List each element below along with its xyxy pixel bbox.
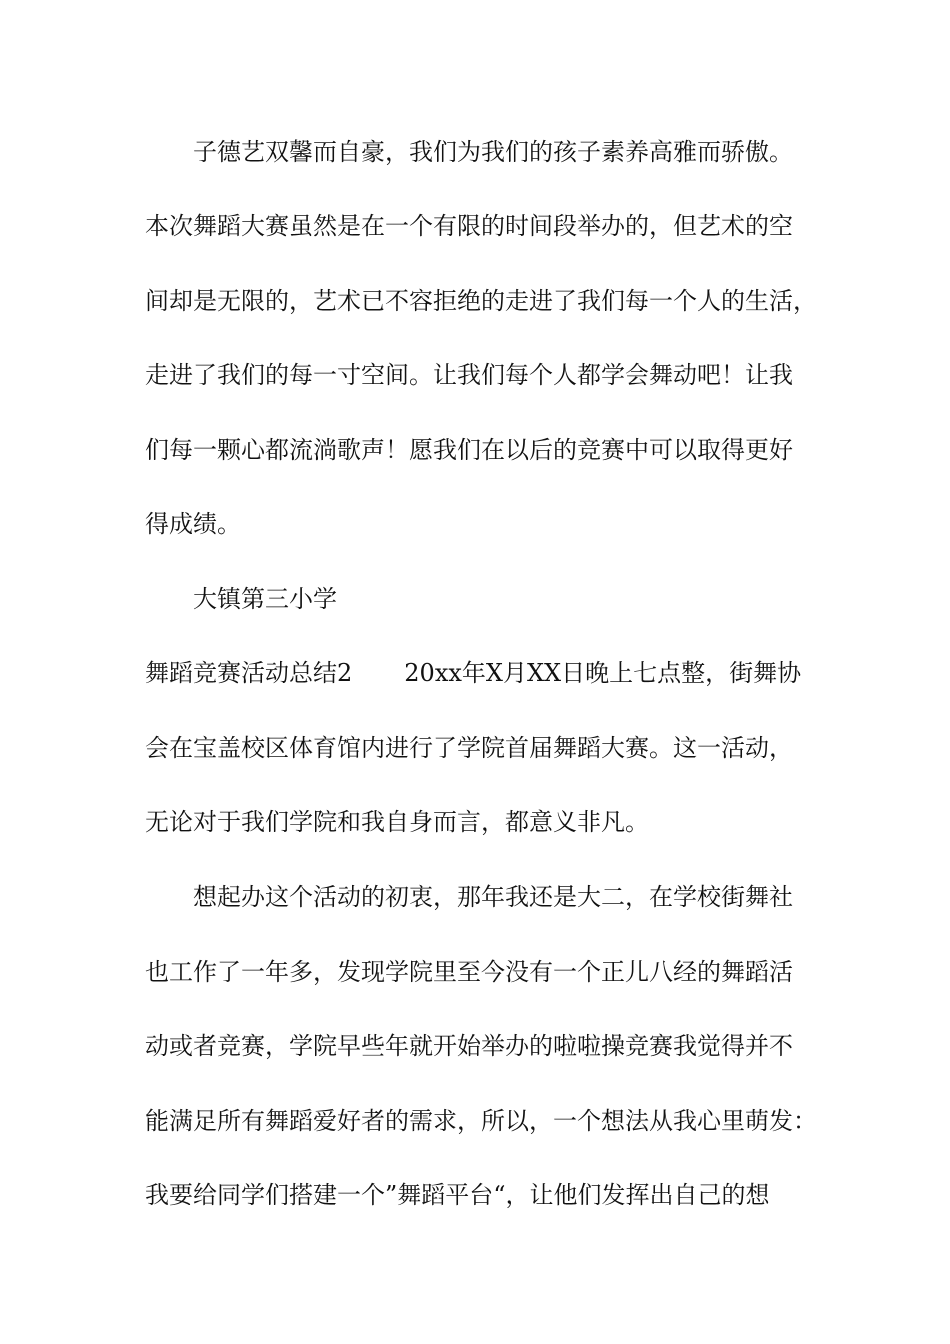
paragraph-line: 能满足所有舞蹈爱好者的需求，所以，一个想法从我心里萌发：: [145, 1107, 817, 1135]
paragraph-line: 也工作了一年多，发现学院里至今没有一个正儿八经的舞蹈活: [145, 958, 793, 986]
paragraph-line: 们每一颗心都流淌歌声！愿我们在以后的竞赛中可以取得更好: [145, 436, 793, 464]
paragraph-line: 20xx年X月XX日晚上七点整，街舞协: [404, 659, 802, 687]
paragraph-line: 想起办这个活动的初衷，那年我还是大二，在学校街舞社: [193, 883, 793, 911]
paragraph-line: 动或者竞赛，学院早些年就开始举办的啦啦操竞赛我觉得并不: [145, 1032, 793, 1060]
paragraph-line: 本次舞蹈大赛虽然是在一个有限的时间段举办的，但艺术的空: [145, 212, 793, 240]
paragraph-line: 子德艺双馨而自豪，我们为我们的孩子素养高雅而骄傲。: [193, 138, 793, 166]
paragraph-line: 我要给同学们搭建一个”舞蹈平台“，让他们发挥出自己的想: [145, 1181, 770, 1209]
paragraph-line: 无论对于我们学院和我自身而言，都意义非凡。: [145, 808, 649, 836]
signature-school-name: 大镇第三小学: [193, 585, 337, 613]
section-title: 舞蹈竞赛活动总结2: [145, 659, 353, 687]
paragraph-line: 会在宝盖校区体育馆内进行了学院首届舞蹈大赛。这一活动，: [145, 734, 793, 762]
paragraph-line: 走进了我们的每一寸空间。让我们每个人都学会舞动吧！让我: [145, 361, 793, 389]
paragraph-line: 得成绩。: [145, 510, 241, 538]
paragraph-line: 间却是无限的，艺术已不容拒绝的走进了我们每一个人的生活，: [145, 287, 817, 315]
section-heading-line: [145, 658, 801, 688]
